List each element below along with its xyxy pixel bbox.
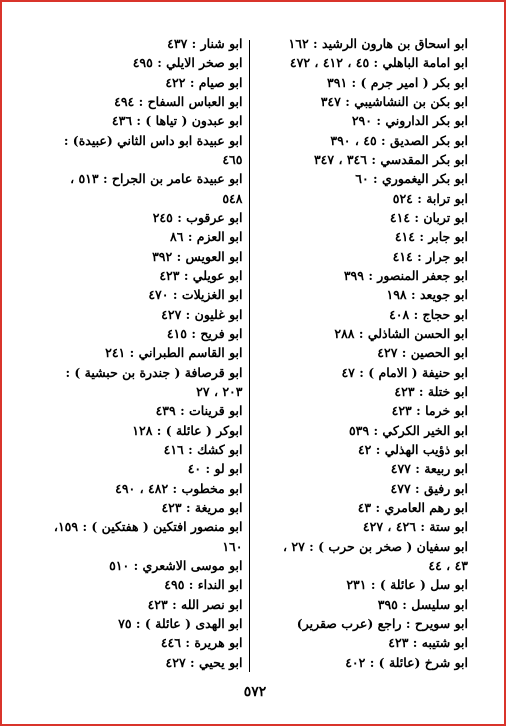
index-entry: ابو عبدون ( تياها ) : ٤٣٦ <box>111 113 243 129</box>
index-entry: ابو العزم : ٨٦ <box>170 229 243 245</box>
index-entry: ابو نصر الله : ٤٢٣ <box>147 596 243 612</box>
index-entry: ابو لو : ٤٠ <box>187 461 243 477</box>
index-entry: ابو القاسم الطبراني : ٢٤١ <box>105 345 243 361</box>
index-entry: ابو سليسل : ٣٩٥ <box>377 596 468 612</box>
index-entry: ٤٣ ، ٤٤ <box>428 557 468 573</box>
index-entry: ابو غليون : ٤٢٧ <box>161 306 243 322</box>
index-entry: ابو خرما : ٤٢٣ <box>391 403 468 419</box>
index-entry: ابو شرخ (عائلة ) : ٤٠٢ <box>345 654 468 670</box>
index-entry: ابو كشك : ٤١٦ <box>163 441 243 457</box>
index-entry: ابو عويلي : ٤٢٣ <box>159 267 243 283</box>
index-entry: ابو موسى الاشعري : ٥١٠ <box>109 557 243 573</box>
index-entry: ابو الهدى ( عائلة ) : ٧٥ <box>118 615 243 631</box>
index-entry: ابو ذؤيب الهذلي : ٤٢ <box>357 441 468 457</box>
index-entry: ٢٠٣ ، ٢٧ <box>196 383 243 399</box>
index-entry: ٥٤٨ <box>222 190 243 206</box>
index-entry: ابوكر ( عائلة ) : ١٢٨ <box>132 422 243 438</box>
index-column-right <box>250 34 477 672</box>
index-entry: ابو منصور افتكين ( هفتكين ) : ١٥٩، <box>53 519 243 535</box>
index-entry: ابو ربيعة : ٤٧٧ <box>390 461 468 477</box>
index-entry: ابو النداء : ٤٩٥ <box>164 577 243 593</box>
index-entry: ابو رهم العامري : ٤٣ <box>357 499 468 515</box>
index-entry: ابو سفيان ( صخر بن حرب ) : ٢٧ ، <box>282 538 468 554</box>
index-entry: ابو جابر : ٤١٤ <box>394 229 468 245</box>
index-entry: ابو بكر المقدسي : ٣٤٦ ، ٣٤٧ <box>313 151 468 167</box>
page-number: ٥٧٢ <box>243 684 267 700</box>
index-entry: ابو عبيدة ابو داس الثاني (عبيدة) : <box>63 132 243 148</box>
index-entry: ابو الحسن الشاذلي : ٢٨٨ <box>334 325 468 341</box>
index-entry: ابو الخير الكركي : ٥٣٩ <box>348 422 468 438</box>
index-entry: ابو تربان : ٤١٤ <box>389 209 468 225</box>
index-entry: ابو الحصين : ٤٢٧ <box>377 345 468 361</box>
index-entry: ابو سويرح : راجع (عرب صقرير) <box>296 615 468 631</box>
index-entry: ابو صخر الايلي : ٤٩٥ <box>132 55 243 71</box>
index-entry: ابو امامة الباهلي : ٤٥ ، ٤١٢ ، ٤٧٢ <box>289 55 468 71</box>
index-entry: ابو جرار : ٤١٤ <box>392 248 468 264</box>
index-entry: ابو ترابة : ٥٢٤ <box>392 190 468 206</box>
index-entry: ابو قرينات : ٤٣٩ <box>155 403 243 419</box>
index-entry: ابو بكر الصديق : ٤٥ ، ٣٩٠ <box>330 132 468 148</box>
index-entry: ابو العباس السفاح : ٤٩٤ <box>114 93 243 109</box>
index-column-left <box>24 34 249 672</box>
index-entry: ابو جويعد : ١٩٨ <box>386 287 468 303</box>
index-entry: ابو حجاج : ٤٠٨ <box>389 306 468 322</box>
index-entry: ابو عرقوب : ٢٤٥ <box>152 209 243 225</box>
index-entry: ابو قرصافة ( جندرة بن حبشية ) : <box>65 364 243 380</box>
index-entry: ابو شتيبه : ٤٢٣ <box>388 635 468 651</box>
index-entry: ابو مخطوب : ٤٨٢ ، ٤٩٠ <box>115 480 243 496</box>
index-columns <box>24 34 476 672</box>
index-entry: ابو حنيفة ( الامام ) : ٤٧ <box>341 364 468 380</box>
index-entry: ابو سل ( عائلة ) : ٢٣١ <box>346 577 468 593</box>
index-entry: ابو فريح : ٤١٥ <box>166 325 243 341</box>
index-entry: ابو ستة : ٤٢٦ ، ٤٢٧ <box>362 519 468 535</box>
index-entry: ابو مريغة : ٤٢٣ <box>161 499 243 515</box>
index-entry: ابو جعفر المنصور : ٣٩٩ <box>343 267 468 283</box>
index-entry: ابو يحيي : ٤٢٧ <box>165 654 243 670</box>
index-entry: ابو هريرة : ٤٤٦ <box>160 635 243 651</box>
index-entry: ابو صيام : ٤٢٢ <box>165 74 243 90</box>
index-entry: ابو بكر اليغموري : ٦٠ <box>355 171 468 187</box>
index-entry: ابو شنار : ٤٣٧ <box>167 36 243 51</box>
index-entry: ابو بكر الداروني : ٢٩٠ <box>351 113 468 129</box>
index-entry: ابو العويس : ٣٩٢ <box>152 248 243 264</box>
index-entry: ١٦٠ <box>222 538 243 554</box>
index-entry: ابو اسحاق بن هارون الرشيد : ١٦٢ <box>288 36 468 51</box>
index-entry: ابو بكن بن النشاشيبي : ٣٤٧ <box>320 93 468 109</box>
index-entry: ابو بكر ( امير جرم ) : ٣٩١ <box>327 74 468 90</box>
index-entry: ابو ختلة : ٤٢٣ <box>394 383 468 399</box>
index-entry: ٤٦٥ <box>222 151 243 167</box>
index-entry: ابو رفيق : ٤٧٧ <box>390 480 468 496</box>
index-entry: ابو عبيدة عامر بن الجراح : ٥١٣ ، <box>70 171 243 187</box>
index-entry: ابو الغزيلات : ٤٧٠ <box>148 287 243 303</box>
